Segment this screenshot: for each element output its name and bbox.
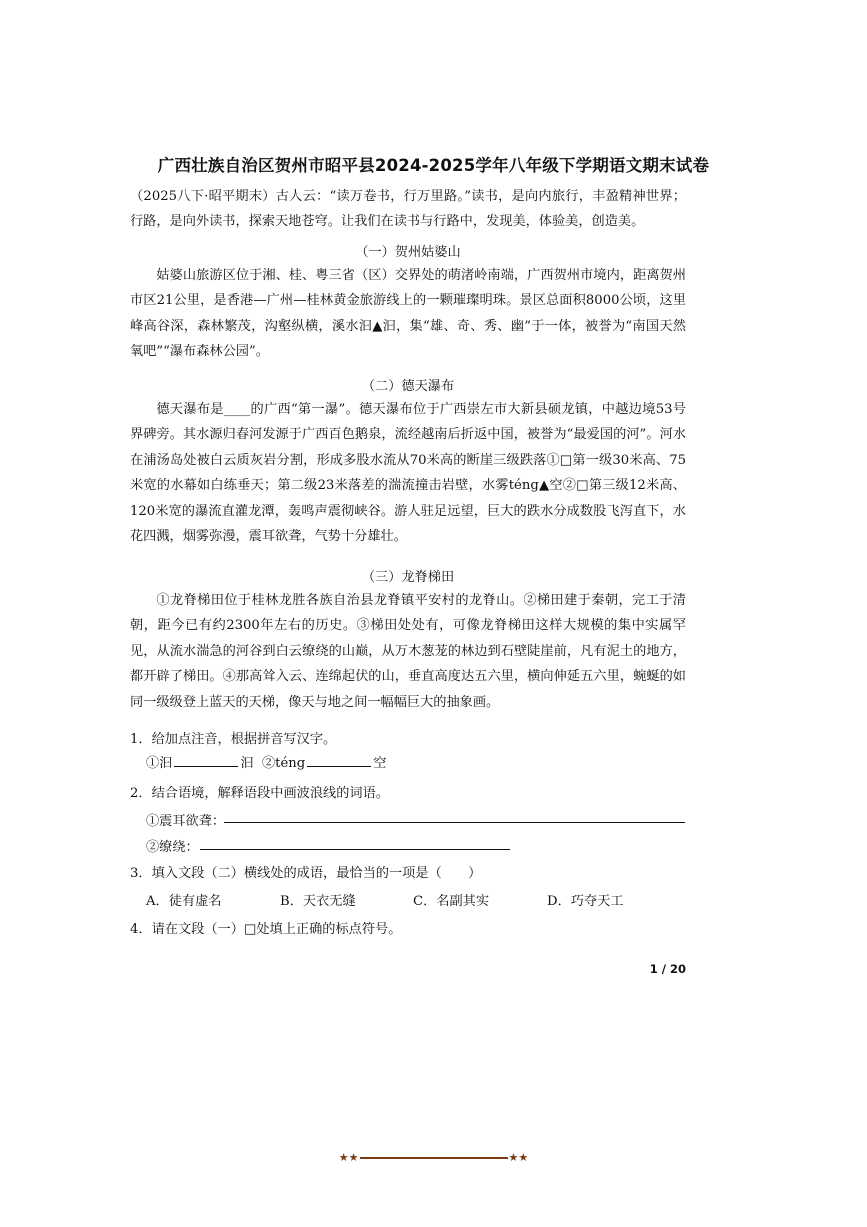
- section-2-text: 德天瀑布是____的广西“第一瀑”。德天瀑布位于广西崇左市大新县硕龙镇，中越边境53号界碑旁。其水源归春河发源于广西百色鹅泉，流经越南后折返中国，被誉为“最爱国的河”。河水在浦汤岛处被白云质灰岩分割，形成多股水流从70米高的断崖三级跌落①□第一级30米高、75米宽的水幕如白练垂天；第二级23米落差的湍流撞击岩壁，水雾téng▲空②□第三级12米高、120米宽的瀑流直灌龙潭，轰鸣声震彻峡谷。游人驻足远望，巨大的跌水分成数股飞泻直下，水花四溅，烟雾弥漫，震耳欲聋，气势十分雄壮。: [130, 402, 686, 545]
- page-number: 1 / 20: [649, 962, 686, 976]
- q1-a-blank[interactable]: [174, 754, 238, 767]
- q1-b-prefix: ②téng: [261, 756, 306, 771]
- intro-paragraph: （2025八下·昭平期末）古人云：“读万卷书，行万里路。”读书，是向内旅行，丰盈精神世界；行路，是向外读书，探索天地苍穹。让我们在读书与行路中，发现美，体验美，创造美。: [130, 189, 686, 230]
- q3-option-b[interactable]: B．天衣无缝: [280, 894, 356, 909]
- q3-option-a[interactable]: A．徒有虚名: [146, 894, 222, 909]
- q2-a-label: ①震耳欲聋：: [146, 814, 226, 829]
- footer-ornament: [0, 1151, 867, 1164]
- section-3-text: ①龙脊梯田位于桂林龙胜各族自治县龙脊镇平安村的龙脊山。②梯田建于秦朝，完工于清朝，距今已有约2300年左右的历史。③梯田处处有，可像龙脊梯田这样大规模的集中实属罕见，从流水湍急的河谷到白云缭绕的山巅，从万木葱茏的林边到石壁陡崖前，凡有泥土的地方，都开辟了梯田。④那高耸入云、连绵起伏的山，垂直高度达五六里，横向伸延五六里，蜿蜒的如同一级级登上蓝天的天梯，像天与地之间一幅幅巨大的抽象画。: [130, 593, 686, 710]
- section-2-heading: （二）德天瀑布: [361, 379, 455, 394]
- q2-b-label: ②缭绕：: [146, 840, 199, 855]
- q3-option-d[interactable]: D．巧夺天工: [547, 894, 624, 909]
- q1-b-blank[interactable]: [307, 754, 371, 767]
- section-1-text: 姑婆山旅游区位于湘、桂、粤三省（区）交界处的萌渚岭南端，广西贺州市境内，距离贺州市区21公里，是香港—广州—桂林黄金旅游线上的一颗璀璨明珠。景区总面积8000公顷，这里峰高谷深，森林繁茂，沟壑纵横，溪水汩▲汩，集“雄、奇、秀、幽”于一体，被誉为“南国天然氧吧”“瀑布森林公园”。: [130, 268, 686, 360]
- question-1-answers: [146, 752, 386, 771]
- q1-b-suffix: 空: [373, 756, 387, 771]
- q3-option-c[interactable]: C．名副其实: [413, 894, 490, 909]
- footer-divider: [360, 1157, 508, 1159]
- question-4: 4．请在文段（一）□处填上正确的标点符号。: [130, 922, 402, 937]
- question-1: 1．给加点注音，根据拼音写汉字。: [130, 732, 337, 747]
- page-title: 广西壮族自治区贺州市昭平县2024-2025学年八年级下学期语文期末试卷: [157, 156, 710, 175]
- q2-b-answer-line[interactable]: [200, 849, 510, 850]
- q1-a-prefix: ①汩: [146, 756, 173, 771]
- section-1-heading: （一）贺州姑婆山: [355, 245, 461, 260]
- question-2: 2．结合语境，解释语段中画波浪线的词语。: [130, 786, 389, 801]
- section-3-heading: （三）龙脊梯田: [361, 570, 455, 585]
- q2-a-answer-line[interactable]: [224, 822, 685, 823]
- question-3: 3．填入文段（二）横线处的成语，最恰当的一项是（ ）: [130, 866, 482, 881]
- star-icon-right: ★★: [508, 1151, 529, 1164]
- star-icon-left: ★★: [338, 1151, 359, 1164]
- q1-a-suffix: 汩: [240, 756, 254, 771]
